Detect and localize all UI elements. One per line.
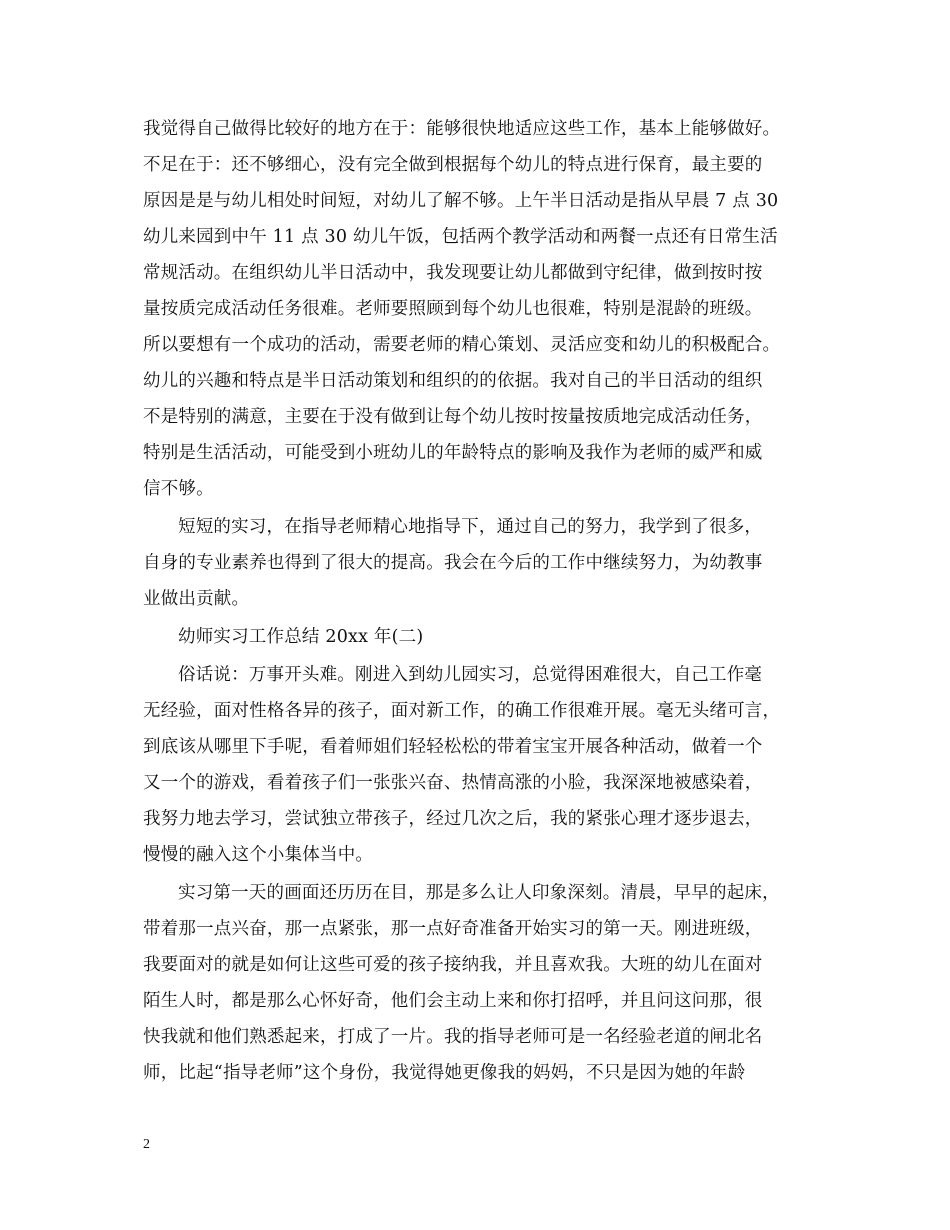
text-line: 无经验，面对性格各异的孩子，面对新工作，的确工作很难开展。毫无头绪可言， — [143, 701, 781, 721]
text-line: 不足在于：还不够细心，没有完全做到根据每个幼儿的特点进行保育，最主要的 — [143, 155, 763, 175]
text-line: 我觉得自己做得比较好的地方在于：能够很快地适应这些工作，基本上能够做好。 — [143, 119, 781, 139]
text-line: 特别是生活活动，可能受到小班幼儿的年龄特点的影响及我作为老师的威严和威 — [143, 443, 763, 463]
section-heading: 幼师实习工作总结 20xx 年(二) — [178, 627, 424, 647]
paragraph-start-line: 实习第一天的画面还历历在目，那是多么让人印象深刻。清晨，早早的起床， — [178, 883, 780, 903]
paragraph-start-line: 俗话说：万事开头难。刚进入到幼儿园实习，总觉得困难很大，自己工作毫 — [178, 665, 763, 685]
text-line: 业做出贡献。 — [143, 589, 250, 609]
text-line: 量按质完成活动任务很难。老师要照顾到每个幼儿也很难，特别是混龄的班级。 — [143, 299, 763, 319]
text-line: 信不够。 — [143, 479, 214, 499]
text-line: 我要面对的就是如何让这些可爱的孩子接纳我，并且喜欢我。大班的幼儿在面对 — [143, 955, 763, 975]
text-line: 陌生人时，都是那么心怀好奇，他们会主动上来和你打招呼，并且问这问那，很 — [143, 991, 763, 1011]
paragraph-start-line: 短短的实习，在指导老师精心地指导下，通过自己的努力，我学到了很多， — [178, 517, 763, 537]
text-line: 幼儿的兴趣和特点是半日活动策划和组织的的依据。我对自己的半日活动的组织 — [143, 371, 763, 391]
text-line: 快我就和他们熟悉起来，打成了一片。我的指导老师可是一名经验老道的闸北名 — [143, 1027, 763, 1047]
text-line: 原因是是与幼儿相处时间短，对幼儿了解不够。上午半日活动是指从早晨 7 点 30 — [143, 191, 779, 211]
text-line: 我努力地去学习，尝试独立带孩子，经过几次之后，我的紧张心理才逐步退去， — [143, 809, 763, 829]
text-line: 到底该从哪里下手呢，看着师姐们轻轻松松的带着宝宝开展各种活动，做着一个 — [143, 737, 763, 757]
text-line: 所以要想有一个成功的活动，需要老师的精心策划、灵活应变和幼儿的积极配合。 — [143, 335, 781, 355]
text-line: 常规活动。在组织幼儿半日活动中，我发现要让幼儿都做到守纪律，做到按时按 — [143, 263, 763, 283]
text-line: 慢慢的融入这个小集体当中。 — [143, 845, 374, 865]
page-number: 2 — [143, 1137, 150, 1152]
text-line: 幼儿来园到中午 11 点 30 幼儿午饭，包括两个教学活动和两餐一点还有日常生活 — [143, 227, 778, 247]
text-line: 又一个的游戏，看着孩子们一张张兴奋、热情高涨的小脸，我深深地被感染着， — [143, 773, 763, 793]
text-line: 自身的专业素养也得到了很大的提高。我会在今后的工作中继续努力，为幼教事 — [143, 553, 763, 573]
text-line: 不是特别的满意，主要在于没有做到让每个幼儿按时按量按质地完成活动任务， — [143, 407, 763, 427]
text-line: 带着那一点兴奋，那一点紧张，那一点好奇准备开始实习的第一天。刚进班级， — [143, 919, 763, 939]
text-line: 师，比起“指导老师”这个身份，我觉得她更像我的妈妈，不只是因为她的年龄 — [143, 1063, 746, 1083]
